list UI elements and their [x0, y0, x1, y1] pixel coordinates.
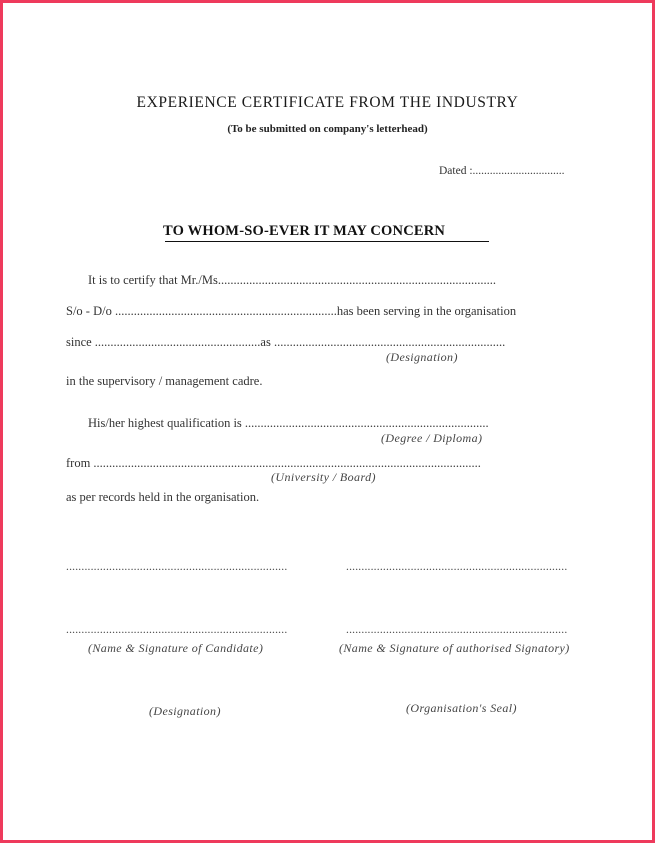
university-hint: (University / Board): [271, 470, 376, 484]
candidate-signature-label: (Name & Signature of Candidate): [88, 641, 264, 655]
since-line: since .....................................................as ..........................................................................: [66, 335, 506, 349]
signature-dots-right-bottom: ........................................................................: [346, 624, 568, 636]
to-whom-heading: TO WHOM-SO-EVER IT MAY CONCERN: [163, 223, 446, 239]
authorised-signatory-label: (Name & Signature of authorised Signatory): [339, 641, 570, 655]
qualification-line: His/her highest qualification is ..............................................................................: [88, 416, 489, 430]
signature-dots-left-top: ........................................................................: [66, 561, 288, 573]
cadre-line: in the supervisory / management cadre.: [66, 374, 263, 388]
signature-dots-left-bottom: ........................................................................: [66, 624, 288, 636]
from-line: from ............................................................................................................................: [66, 456, 481, 470]
certificate-subtitle: (To be submitted on company's letterhead): [227, 123, 428, 135]
degree-hint: (Degree / Diploma): [381, 431, 483, 445]
organisation-seal-label: (Organisation's Seal): [406, 701, 517, 715]
signature-dots-right-top: ........................................................................: [346, 561, 568, 573]
certify-line: It is to certify that Mr./Ms.........................................................................................: [88, 273, 496, 287]
records-line: as per records held in the organisation.: [66, 490, 260, 504]
designation-hint: (Designation): [386, 350, 458, 364]
dated-field: Dated :................................: [439, 165, 565, 177]
certificate-title: EXPERIENCE CERTIFICATE FROM THE INDUSTRY: [136, 94, 519, 111]
heading-underline: [165, 241, 489, 242]
son-daughter-line: S/o - D/o .......................................................................has been serving in the organisation: [66, 304, 517, 318]
designation-label: (Designation): [149, 704, 221, 718]
